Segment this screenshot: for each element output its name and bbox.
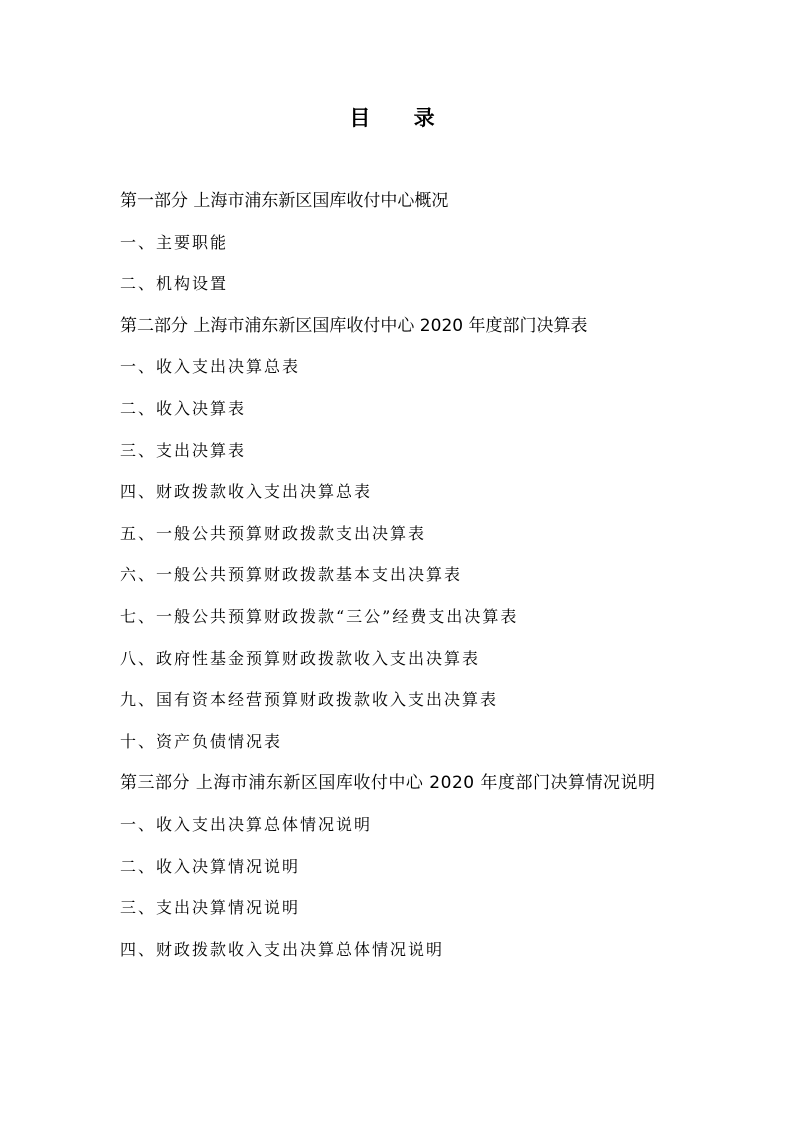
toc-item[interactable]: 十、资产负债情况表: [120, 731, 283, 751]
toc-item[interactable]: 一、收入支出决算总体情况说明: [120, 814, 373, 834]
toc-item[interactable]: 三、支出决算表: [120, 440, 247, 460]
toc-item[interactable]: 六、一般公共预算财政拨款基本支出决算表: [120, 565, 463, 585]
toc-item[interactable]: 二、机构设置: [120, 274, 229, 294]
toc-item[interactable]: 八、政府性基金预算财政拨款收入支出决算表: [120, 648, 481, 668]
toc-item[interactable]: 五、一般公共预算财政拨款支出决算表: [120, 523, 427, 543]
toc-item[interactable]: 一、主要职能: [120, 232, 229, 252]
toc-item[interactable]: 二、收入决算情况说明: [120, 856, 301, 876]
toc-item[interactable]: 一、收入支出决算总表: [120, 357, 301, 377]
table-of-contents: [120, 184, 680, 974]
toc-item[interactable]: 三、支出决算情况说明: [120, 898, 301, 918]
toc-item[interactable]: 四、财政拨款收入支出决算总体情况说明: [120, 939, 445, 959]
toc-part-1[interactable]: 第一部分 上海市浦东新区国库收付中心概况: [120, 191, 449, 211]
toc-item[interactable]: 七、一般公共预算财政拨款“三公”经费支出决算表: [120, 606, 519, 626]
toc-part-3[interactable]: 第三部分 上海市浦东新区国库收付中心 2020 年度部门决算情况说明: [120, 773, 656, 794]
toc-item[interactable]: 四、财政拨款收入支出决算总表: [120, 482, 373, 502]
toc-part-2[interactable]: 第二部分 上海市浦东新区国库收付中心 2020 年度部门决算表: [120, 315, 588, 336]
toc-item[interactable]: 九、国有资本经营预算财政拨款收入支出决算表: [120, 690, 499, 710]
toc-item[interactable]: 二、收入决算表: [120, 398, 247, 418]
page-title: 目 录: [349, 106, 453, 130]
